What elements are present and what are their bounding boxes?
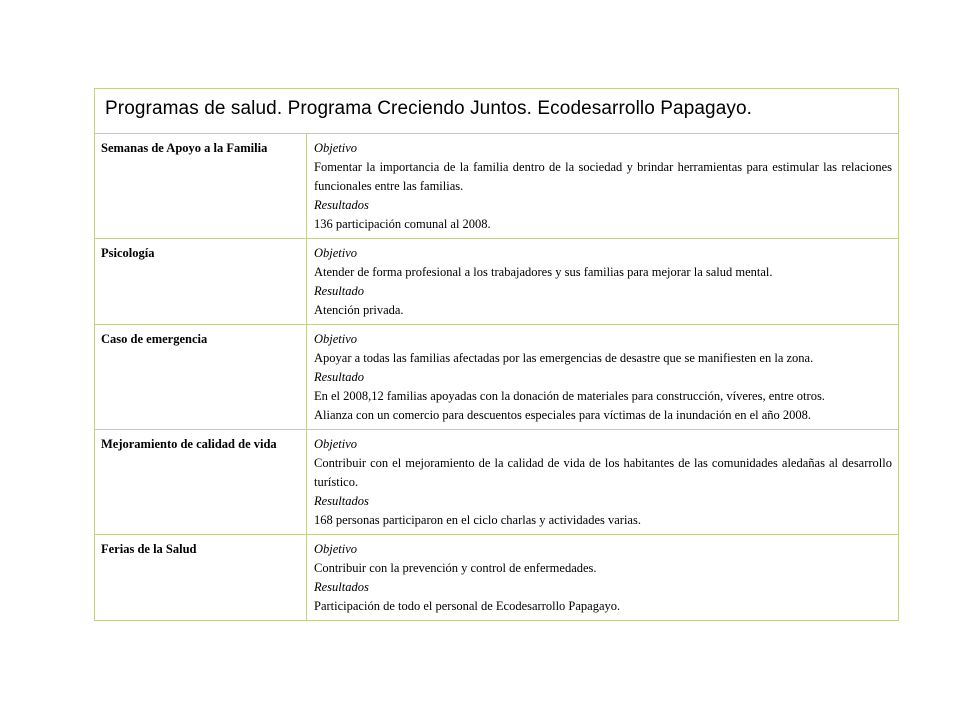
table-title-row: [95, 89, 899, 134]
objective-text: Contribuir con el mejoramiento de la calidad de vida de los habitantes de las comunidades aledañas al desarrollo turístico.: [314, 456, 893, 489]
result-label: Resultados: [314, 494, 369, 508]
program-details: [307, 134, 899, 239]
program-name: Psicología: [95, 239, 307, 325]
program-details: [307, 535, 899, 621]
result-text: 136 participación comunal al 2008.: [314, 217, 491, 231]
result-text: 168 personas participaron en el ciclo charlas y actividades varias.: [314, 513, 641, 527]
health-programs-table: [94, 88, 899, 621]
objective-label: Objetivo: [314, 437, 358, 451]
table-title: Programas de salud. Programa Creciendo Juntos. Ecodesarrollo Papagayo.: [95, 89, 899, 134]
program-details: [307, 325, 899, 430]
objective-text: Contribuir con la prevención y control de enfermedades.: [314, 561, 597, 575]
result-text: Atención privada.: [314, 303, 404, 317]
objective-text: Apoyar a todas las familias afectadas por las emergencias de desastre que se manifiesten en la zona.: [314, 351, 814, 365]
objective-text: Fomentar la importancia de la familia dentro de la sociedad y brindar herramientas para estimular las relaciones funcionales entre las familias.: [314, 160, 893, 193]
result-label: Resultados: [314, 580, 369, 594]
objective-label: Objetivo: [314, 332, 358, 346]
program-details: [307, 239, 899, 325]
objective-label: Objetivo: [314, 141, 358, 155]
result-text: Alianza con un comercio para descuentos especiales para víctimas de la inundación en el año 2008.: [314, 408, 812, 422]
program-name: Caso de emergencia: [95, 325, 307, 430]
result-label: Resultado: [314, 284, 364, 298]
program-name: Mejoramiento de calidad de vida: [95, 430, 307, 535]
result-text: Participación de todo el personal de Ecodesarrollo Papagayo.: [314, 599, 621, 613]
objective-label: Objetivo: [314, 246, 358, 260]
program-name: Semanas de Apoyo a la Familia: [95, 134, 307, 239]
table-row: [95, 535, 899, 621]
result-label: Resultado: [314, 370, 364, 384]
objective-label: Objetivo: [314, 542, 358, 556]
program-details: [307, 430, 899, 535]
result-label: Resultados: [314, 198, 369, 212]
objective-text: Atender de forma profesional a los trabajadores y sus familias para mejorar la salud mental.: [314, 265, 773, 279]
program-name: Ferias de la Salud: [95, 535, 307, 621]
table-row: [95, 134, 899, 239]
table-row: [95, 325, 899, 430]
table-row: [95, 430, 899, 535]
result-text: En el 2008,12 familias apoyadas con la donación de materiales para construcción, víveres, entre otros.: [314, 389, 825, 403]
table-row: [95, 239, 899, 325]
